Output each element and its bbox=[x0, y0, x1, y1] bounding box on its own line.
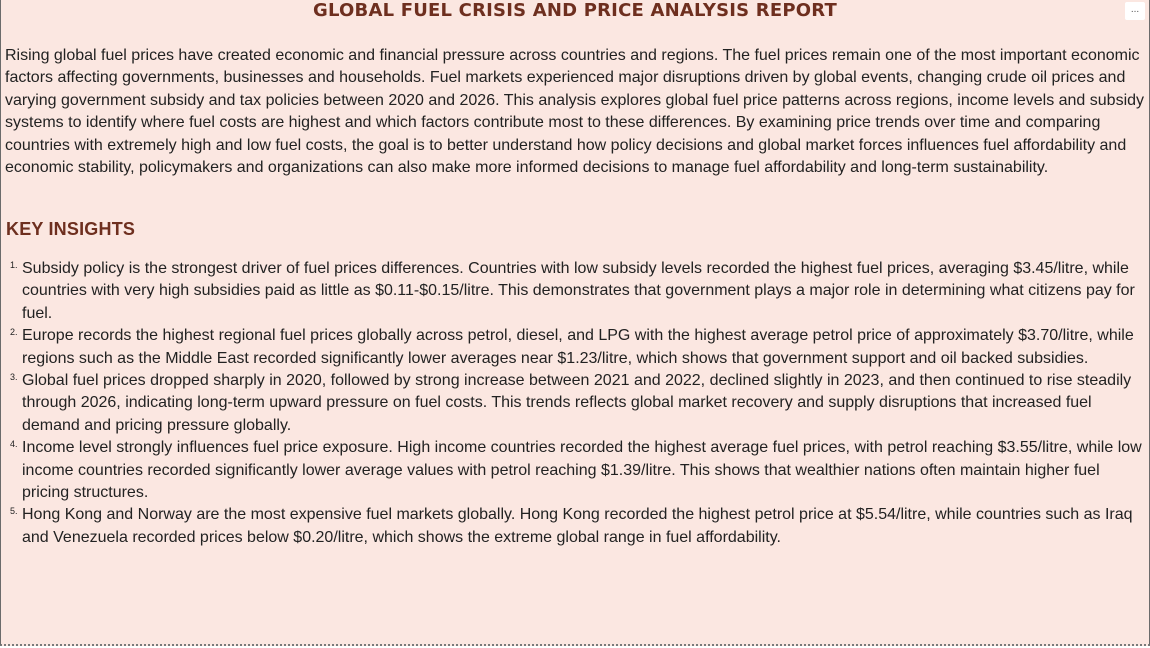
insight-item-3 bbox=[10, 370, 1147, 437]
insight-number: 2. bbox=[10, 327, 18, 338]
insight-text: Europe records the highest regional fuel prices globally across petrol, diesel, and LPG with the highest average petrol price of approximately $3.70/litre, while regions such as the Middle East recorded significantly lower averages near $1.23/litre, which shows that government support and oil backed subsidies. bbox=[22, 327, 1134, 367]
report-title: GLOBAL FUEL CRISIS AND PRICE ANALYSIS REPORT bbox=[313, 0, 837, 21]
insight-number: 3. bbox=[10, 372, 18, 383]
insight-text: Hong Kong and Norway are the most expensive fuel markets globally. Hong Kong recorded the highest petrol price at $5.54/litre, while countries such as Iraq and Venezuela recorded prices below $0.20/litre, which shows the extreme global range in fuel affordability. bbox=[22, 506, 1133, 546]
insight-item-2 bbox=[10, 325, 1147, 370]
intro-paragraph: Rising global fuel prices have created economic and financial pressure across countries and regions. The fuel prices remain one of the most important economic factors affecting governments, businesses and households. Fuel markets experienced major disruptions driven by global events, changing crude oil prices and varying government subsidy and tax policies between 2020 and 2026. This analysis explores global fuel price patterns across regions, income levels and subsidy systems to identify where fuel costs are highest and which factors contribute most to these differences. By examining price trends over time and comparing countries with extremely high and low fuel costs, the goal is to better understand how policy decisions and global market forces influences fuel affordability and economic stability, policymakers and organizations can also make more informed decisions to manage fuel affordability and long-term sustainability. bbox=[5, 47, 1145, 177]
insight-number: 1. bbox=[10, 260, 18, 270]
insight-text: Global fuel prices dropped sharply in 2020, followed by strong increase between 2021 and 2022, declined slightly in 2023, and then continued to rise steadily through 2026, indicating long-term upward pressure on fuel costs. This trends reflects global market recovery and supply disruptions that increased fuel demand and pricing pressure globally. bbox=[22, 372, 1132, 434]
insight-text: Income level strongly influences fuel price exposure. High income countries recorded the highest average fuel prices, with petrol reaching $3.55/litre, while low income countries recorded significantly lower average values with petrol reaching $1.39/litre. This shows that wealthier nations often maintain higher fuel pricing structures. bbox=[22, 439, 1142, 502]
insight-text: Subsidy policy is the strongest driver of fuel prices differences. Countries with low subsidy levels recorded the highest fuel prices, averaging $3.45/litre, while countries with very high subsidies paid as little as $0.11-$0.15/litre. This demonstrates that government plays a major role in determining what citizens pay for fuel. bbox=[22, 260, 1135, 322]
insight-item-5 bbox=[10, 504, 1147, 549]
insight-number: 4. bbox=[10, 439, 18, 450]
insights-heading: KEY INSIGHTS bbox=[6, 219, 136, 239]
insight-number: 5. bbox=[10, 506, 18, 517]
insight-item-1 bbox=[10, 258, 1147, 325]
more-options-button[interactable]: ... bbox=[1125, 2, 1145, 20]
insights-list bbox=[10, 258, 1147, 549]
insight-item-4 bbox=[10, 437, 1147, 504]
